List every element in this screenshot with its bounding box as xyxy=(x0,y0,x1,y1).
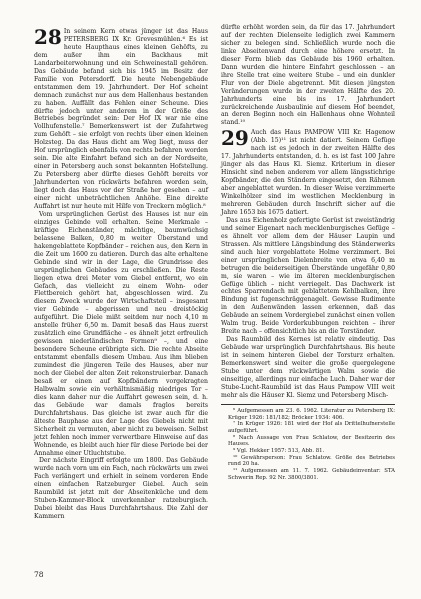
footnote-11: ¹¹ Aufgemessen am 11. 7. 1962. Gebäudeinventar: STA Schwerin Rep. 92 Nr. 3800/3801. xyxy=(228,468,395,481)
right-column xyxy=(221,24,395,482)
section-29-paragraph-2: Das aus Eichenholz gefertigte Gerüst ist zweiständrig und seiner Eigenart nach mecklenburgisches Gefüge – es ähnelt vor allem dem der Häuser Laupin und Strassen. Als mittlere Längsbindung des Ständerwerks sind auch hier vorgeblattete Holme verzimmert. Bei einer ursprünglichen Dielenbreite von etwa 6,40 m betrugen die beiderseitigen Überstände ungefähr 0,80 m, sie waren – wie im älteren mecklenburgischen Gefüge üblich – nicht verriegelt. Das Dachwerk ist echtes Sparrendach mit geblattetem Kehlbalken, ihre Bindung ist fugenschräggenagelt. Gewisse Rudimente in den Außenwänden lassen erkennen, daß das Gebäude an seinem Vordergiebel zunächst einen vollen Walm trug. Beide Vorderkubbungen reichten – ihrer Breite nach – offensichtlich bis an die Torständer. xyxy=(221,216,395,336)
right-column-intro: dürfte erhöht worden sein, da für das 17. Jahrhundert auf der rechten Dielenseite lediglich zwei Kammern sicher zu belegen sind. Schließlich wurde noch die linke Abseitenwand durch eine höhere ersetzt. In dieser Form blieb das Gebäude bis 1960 erhalten. Dann wurden die hintere Einfahrt geschlossen – an ihre Stelle trat eine weitere Stube – und ein dunkler Flur von der Diele abgetrennt. Mit diesen jüngsten Veränderungen wurde in der zweiten Hälfte des 20. Jahrhunderts eine bis ins 17. Jahrhundert zurückreichende Ausbaulinie auf diesem Hof beendet, an deren Beginn noch ein Hallenhaus ohne Wohnteil stand.¹⁰ xyxy=(221,24,395,127)
footnotes xyxy=(221,404,395,482)
footnote-6: ⁶ Aufgemessen am 23. 6. 1962. Literatur zu Petersberg IX: Krüger 1926: 181/182; Bröcker 1934: 406. xyxy=(228,407,395,421)
section-29-text: Seinem Gefüge nach ist es jedoch in der zweiten Hälfte des 17. Jahrhunderts entstanden, d. h. es ist fast 100 Jahre jünger als das Haus Kl. Siemz. Kriterium in dieser Hinsicht sind neben anderem vor allem längsstichrige Kopfbänder, die den Ständern eingesetzt, den Rähmen aber angeblattet wurden. In dieser Weise verzimmerte Winkelhölzer sind im westlichen Mecklenburg in mehreren Gebäuden durch Inschrift sicher auf die Jahre 1653 bis 1675 datiert. xyxy=(221,137,396,216)
section-29-paragraph xyxy=(221,126,396,216)
section-29-paragraph-3: Das Raumbild des Kernes ist relativ eindeutig. Das Gebäude war ursprünglich Durchfahrtshaus. Bis heute ist in seinem hinteren Giebel der Torsturz erhalten. Bemerkenswert sind weiter die große quergelegene Stube unter dem rückwärtigen Walm sowie die einseitige, allerdings nur einfache Luch. Daher war der Stube-Lucht-Raumbild ist das Haus Pampow VIII weit mehr als die Häuser Kl. Siemz und Petersberg Misch- xyxy=(221,336,395,399)
section-29-lead: Auch das Haus PAMPOW VIII Kr. Hagenow (Abb. 15)¹¹ ist nicht datiert. xyxy=(250,129,395,145)
section-28-paragraph-2: Vom ursprünglichen Gerüst des Hauses ist nur ein einziges Gebinde voll erhalten. Seine Merkmale – kräftige Eichenständer, mächtige, baumwüchsig belassene Balken, 0,80 m weiter Überstand und hakengeblattete Kopfbänder – reichen aus, den Kern in die Zeit um 1600 zu datieren. Durch das alte erhaltene Gebinde sind wir in der Lage, die Grundrisse des ursprünglichen Gebäudes zu erschließen. Die Reste liegen etwa drei Meter vom Giebel entfernt, wo ein Gefach, das vielleicht zu einem Wohn- oder Flettbereich gehört hat, abgeschlossen wird. Zu diesem Zweck wurde der Wirtschaftsteil – insgesamt vier Gebinde – abgerissen und neu dreistöckig aufgeführt. Die Diele mißt seitdem nur noch 4,10 m anstelle früher 6,50 m. Damit besaß das Haus zuerst zusätzlich eine Grundfläche – es ähnelt jetzt erfreulich gewissen niederländischen Formen⁹ –, und eine besondere Scheune erübrigte sich. Die rechte Abseite entstammt ebenfalls diesem Umbau. Aus ihm blieben zumindest die jüngeren Teile des Hauses, aber nur noch der Giebel der alten Zeit rekonstruierbar. Danach besaß er einen auf Kopfbändern vorgekragten Halbwalm sowie ein verhältnismäßig niedriges Tor – dies kann daher nur die Auffahrt gewesen sein, d. h. das Gebäude war damals fraglos bereits Durchfahrtshaus. Das gleiche ist zwar auch für die älteste Bauphase aus der Lage des Giebels nicht mit Sicherheit zu vermuten, aber nicht zu beweisen. Selbst jetzt fehlen noch immer verwertbare Hinweise auf das Wohnende, es bleibt auch hier für diese Periode bei der Annahme einer Utluchtstube. xyxy=(34,210,208,457)
footnote-7: ⁷ In Krüger 1926: 181 wird der Hof als Drittelhufnerstelle aufgeführt. xyxy=(228,421,395,434)
section-28-text: ⁶ Es ist heute Haupthaus eines kleinen Gehöfts, zu dem außer ihm ein Backhaus mit Landarbeiterwohnung und ein Schweinestall gehören. Das Gebäude befand sich bis 1945 im Besitz der Familie von Petersdorff. Die heute Nebengebäude entstammen dem 19. Jahrhundert. Der Hof scheint demnach zunächst nur aus dem Hallenhaus bestanden zu haben. Auffällt das Fehlen einer Scheune. Dies dürfte jedoch unter anderem in der Größe des Betriebes begründet sein: Der Hof IX war nie eine Vollhufenstelle.⁷ Bemerkenswert ist der Zufahrtweg zum Gehöft – sie erfolgt von rechts über einen kleinen Holzsteg. Da das Haus dicht am Weg liegt, muss der Hof ursprünglich ebenfalls von rechts befahren worden sein. Die alte Einfahrt befand sich an der Nordseite, einer in Petersberg auch sonst bekannten Hofstellung. Zu Petersberg aber dürfte dieses Gehöft bereits vor Jahrhunderten von rückwärts befahren worden sein, liegt doch das Haus vor der Straße her gesehen – auf einer nicht unbeträchtlichen Anhöhe. Eine direkte Auffahrt ist nur heute mit Hilfe von Treckern möglich.⁸ xyxy=(34,35,208,210)
section-number-28: 28 xyxy=(34,25,62,49)
left-column xyxy=(34,25,208,521)
section-number-29: 29 xyxy=(221,126,249,151)
section-28-paragraph xyxy=(34,25,208,211)
page-number: 78 xyxy=(34,570,44,579)
footnote-9: ⁹ Vgl. Hekker 1957: 513, Abb. 81. xyxy=(233,448,325,455)
footnote-8: ⁸ Nach Aussage von Frau Schlatow, der Besitzerin des Hauses. xyxy=(228,434,395,448)
section-28-paragraph-3: Der nächste Eingriff erfolgte um 1800. Das Gebäude wurde nach vorn um ein Fach, nach rückwärts um zwei Fach verlängert und erhielt in seinem vorderen Ende einen einfachen Ratzeburger Giebel. Auch sein Raumbild ist jetzt mit der Abseitenküche und dem Stuben-Kammer-Block unverkennbar ratzeburgisch. Dabei bleibt das Haus Durchfahrtshaus. Die Zahl der Kammern xyxy=(34,457,208,521)
footnote-10: ¹⁰ Gewährsperson: Frau Schlatow. Größe des Betriebes rund 20 ha. xyxy=(228,454,395,468)
section-28-lead: In seinem Kern etwas jünger ist das Haus PETERSBERG IX Kr. Grevesmühlen. xyxy=(63,28,208,43)
